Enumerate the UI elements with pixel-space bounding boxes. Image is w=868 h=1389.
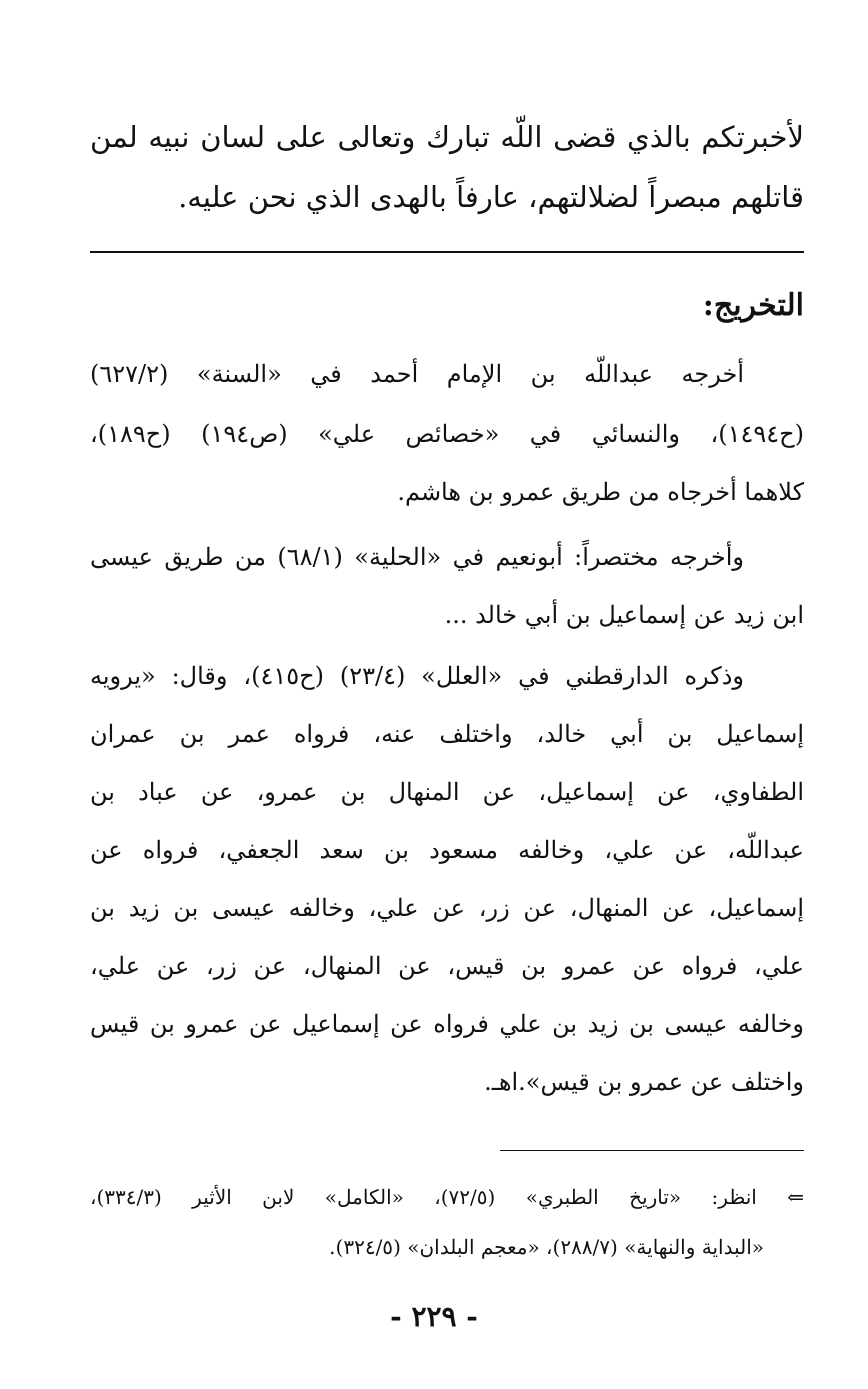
text-line: قاتلهم مبصراً لضلالتهم، عارفاً بالهدى الذي نحن عليه. xyxy=(178,180,804,214)
section-heading: التخريج: xyxy=(702,288,804,323)
text-line: وأخرجه مختصراً: أبونعيم في «الحلية» (٦٨/١) من طريق عيسى xyxy=(90,543,745,571)
text-line: ابن زيد عن إسماعيل بن أبي خالد ... xyxy=(444,601,804,629)
text-line: عبداللّه، عن علي، وخالفه مسعود بن سعد الجعفي، فرواه عن xyxy=(90,836,804,864)
text-line: إسماعيل، عن المنهال، عن زر، عن علي، وخالفه عيسى بن زيد بن xyxy=(90,894,804,922)
text-line: أخرجه عبداللّه بن الإمام أحمد في «السنة» (٦٢٧/٢) xyxy=(90,360,744,388)
section-divider xyxy=(90,251,804,253)
text-line: واختلف عن عمرو بن قيس».اهـ. xyxy=(484,1068,804,1096)
text-line: علي، فرواه عن عمرو بن قيس، عن المنهال، عن زر، عن علي، xyxy=(90,952,804,980)
text-line: إسماعيل بن أبي خالد، واختلف عنه، فرواه عمر بن عمران xyxy=(90,720,804,748)
page-number: - ٢٢٩ - xyxy=(390,1300,478,1333)
text-line: (ح١٤٩٤)، والنسائي في «خصائص علي» (ص١٩٤) (ح١٨٩)، xyxy=(90,420,804,448)
footnote-line: ⇐ انظر: «تاريخ الطبري» (٧٢/٥)، «الكامل» لابن الأثير (٣٣٤/٣)، xyxy=(90,1185,804,1209)
footnote-line: «البداية والنهاية» (٢٨٨/٧)، «معجم البلدان» (٣٢٤/٥). xyxy=(329,1235,764,1259)
text-line: وذكره الدارقطني في «العلل» (٢٣/٤) (ح٤١٥)، وقال: «يرويه xyxy=(90,662,744,690)
text-line: لأخبرتكم بالذي قضى اللّه تبارك وتعالى على لسان نبيه لمن xyxy=(90,120,804,154)
text-line: كلاهما أخرجاه من طريق عمرو بن هاشم. xyxy=(397,478,804,506)
footnote-divider xyxy=(500,1150,804,1151)
text-line: وخالفه عيسى بن زيد بن علي فرواه عن إسماعيل عن عمرو بن قيس xyxy=(90,1010,804,1038)
text-line: الطفاوي، عن إسماعيل، عن المنهال بن عمرو، عن عباد بن xyxy=(90,778,804,806)
